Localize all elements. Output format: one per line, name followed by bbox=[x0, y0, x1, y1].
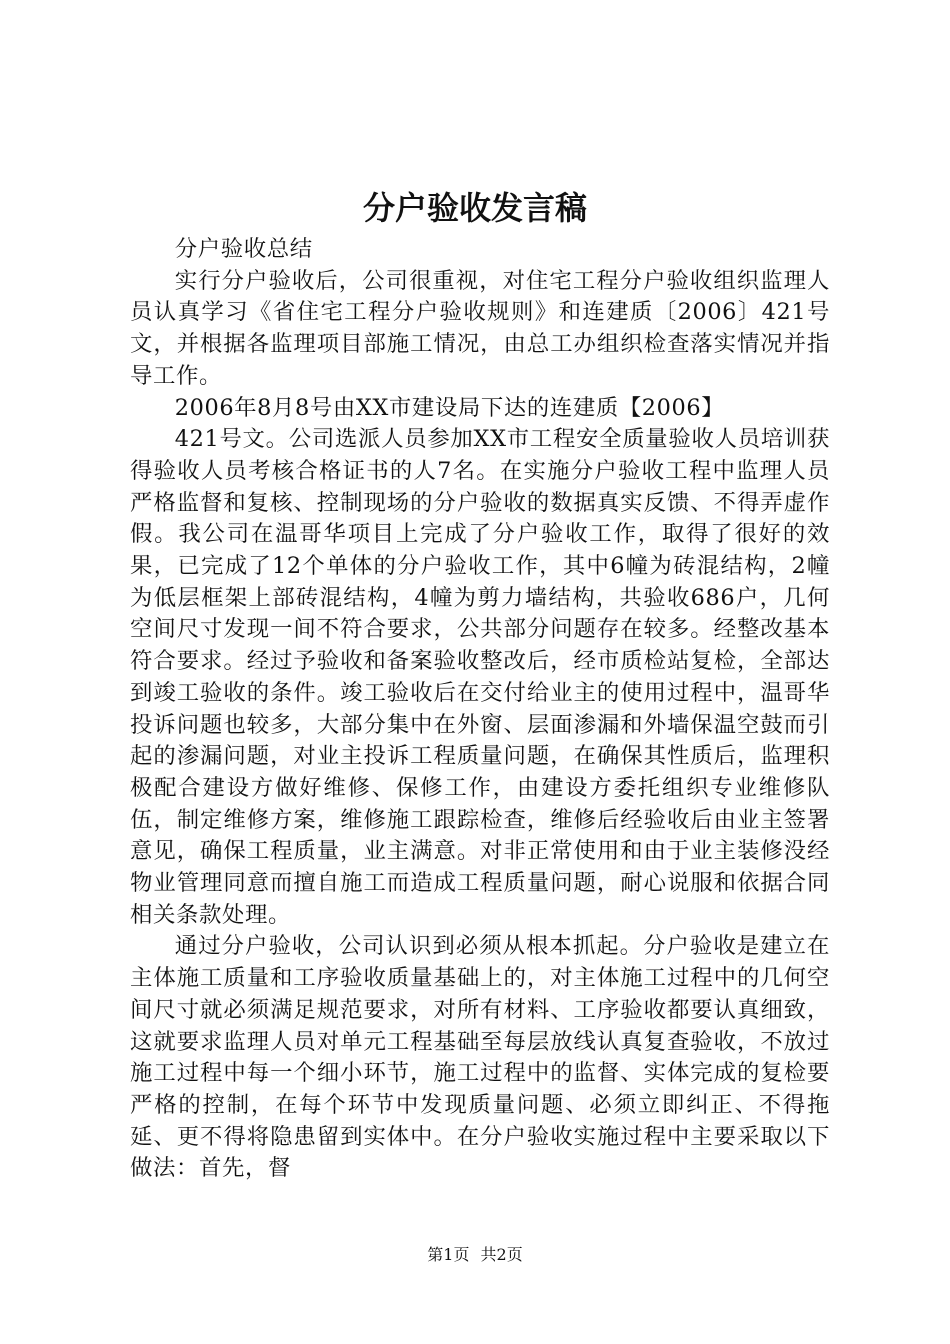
page-number: 第1页 bbox=[427, 1245, 470, 1264]
paragraph: 通过分户验收，公司认识到必须从根本抓起。分户验收是建立在主体施工质量和工序验收质量基础上的，对主体施工过程中的几何空间尺寸就必须满足规范要求，对所有材料、工序验收都要认真细致，这就要求监理人员对单元工程基础至每层放线认真复查验收，不放过施工过程中每一个细小环节，施工过程中的监督、实体完成的复检要严格的控制，在每个环节中发现质量问题、必须立即纠正、不得拖延、更不得将隐患留到实体中。在分户验收实施过程中主要采取以下做法：首先，督 bbox=[130, 933, 830, 1182]
page-total: 共2页 bbox=[480, 1245, 523, 1264]
page-title: 分户验收发言稿 bbox=[362, 189, 587, 227]
paragraph: 421号文。公司选派人员参加XX市工程安全质量验收人员培训获得验收人员考核合格证书的人7名。在实施分户验收工程中监理人员严格监督和复核、控制现场的分户验收的数据真实反馈、不得弄虚作假。我公司在温哥华项目上完成了分户验收工作，取得了很好的效果，已完成了12个单体的分户验收工作，其中6幢为砖混结构，2幢为低层框架上部砖混结构，4幢为剪力墙结构，共验收686户，几何空间尺寸发现一间不符合要求，公共部分问题存在较多。经整改基本符合要求。经过予验收和备案验收整改后，经市质检站复检，全部达到竣工验收的条件。竣工验收后在交付给业主的使用过程中，温哥华投诉问题也较多，大部分集中在外窗、层面渗漏和外墙保温空鼓而引起的渗漏问题，对业主投诉工程质量问题，在确保其性质后，监理积极配合建设方做好维修、保修工作，由建设方委托组织专业维修队伍，制定维修方案，维修施工跟踪检查，维修后经验收后由业主签署意见，确保工程质量，业主满意。对非正常使用和由于业主装修没经物业管理同意而擅自施工而造成工程质量问题，耐心说服和依据合同相关条款处理。 bbox=[130, 426, 830, 928]
page-footer bbox=[0, 1244, 950, 1266]
paragraph: 2006年8月8号由XX市建设局下达的连建质【2006】 bbox=[174, 394, 725, 421]
paragraph-heading: 分户验收总结 bbox=[174, 236, 313, 262]
paragraph: 实行分户验收后，公司很重视，对住宅工程分户验收组织监理人员认真学习《省住宅工程分户验收规则》和连建质〔2006〕421号文，并根据各监理项目部施工情况，由总工办组织检查落实情况并指导工作。 bbox=[130, 267, 830, 389]
document-body bbox=[130, 234, 830, 1185]
